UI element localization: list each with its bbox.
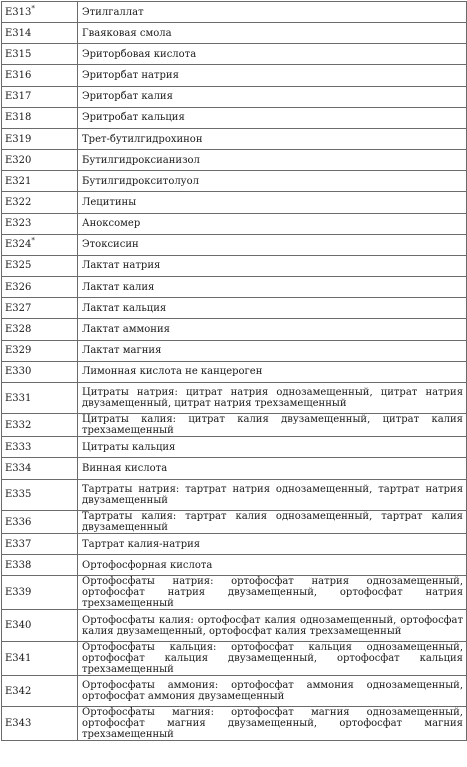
- additive-code: [2, 319, 78, 340]
- additive-name: Лактат натрия: [78, 255, 467, 276]
- additive-code-text: E315: [5, 48, 32, 60]
- additive-code: [2, 340, 78, 361]
- additive-code-text: E339: [5, 587, 32, 599]
- additive-name: Бутилгидрокситолуол: [78, 171, 467, 192]
- additive-code: [2, 641, 78, 675]
- table-row: [2, 707, 467, 741]
- table-row: [2, 128, 467, 149]
- additive-code: [2, 479, 78, 511]
- table-row: [2, 576, 467, 610]
- table-row: [2, 192, 467, 213]
- additive-code: [2, 2, 78, 23]
- additive-code: [2, 298, 78, 319]
- additive-name: Лактат калия: [78, 277, 467, 298]
- additive-code: [2, 277, 78, 298]
- additive-code-text: E324: [5, 239, 32, 251]
- additive-code: [2, 675, 78, 707]
- additive-code-text: E323: [5, 218, 32, 230]
- additive-code-text: E338: [5, 559, 32, 571]
- additive-code: [2, 255, 78, 276]
- additive-name: Лимонная кислота не канцероген: [78, 361, 467, 382]
- additive-code: [2, 192, 78, 213]
- table-row: [2, 234, 467, 255]
- table-row: [2, 65, 467, 86]
- additive-code: [2, 234, 78, 255]
- table-row: [2, 213, 467, 234]
- additive-code: [2, 555, 78, 576]
- additive-code-text: E341: [5, 652, 32, 664]
- additive-name: Этоксисин: [78, 234, 467, 255]
- additive-code: [2, 534, 78, 555]
- additive-name: Тартраты калия: тартрат калия однозамещенный, тартрат калия двузамещенный: [78, 511, 467, 534]
- additives-table-body: [2, 2, 467, 741]
- additive-code: [2, 128, 78, 149]
- additive-code: [2, 437, 78, 458]
- footnote-mark: *: [31, 4, 35, 13]
- additive-code: [2, 86, 78, 107]
- table-row: [2, 2, 467, 23]
- additive-code-text: E331: [5, 392, 32, 404]
- additive-code: [2, 65, 78, 86]
- additive-code: [2, 576, 78, 610]
- additive-name: Ортофосфаты аммония: ортофосфат аммония однозамещенный, ортофосфат аммония двузамещенный: [78, 675, 467, 707]
- additive-code-text: E314: [5, 27, 32, 39]
- table-row: [2, 277, 467, 298]
- table-row: [2, 610, 467, 642]
- additive-code: [2, 511, 78, 534]
- additive-name: Тартраты натрия: тартрат натрия однозамещенный, тартрат натрия двузамещенный: [78, 479, 467, 511]
- additive-name: Лактат кальция: [78, 298, 467, 319]
- additive-code: [2, 382, 78, 414]
- additive-code-text: E320: [5, 154, 32, 166]
- additive-name: Лецитины: [78, 192, 467, 213]
- additive-name: Ортофосфорная кислота: [78, 555, 467, 576]
- additive-code: [2, 171, 78, 192]
- additive-code-text: E337: [5, 538, 32, 550]
- table-row: [2, 319, 467, 340]
- additives-table: [1, 1, 467, 741]
- additive-code-text: E326: [5, 281, 32, 293]
- additive-name: Цитраты калия: цитрат калия двузамещенный, цитрат калия трехзамещенный: [78, 414, 467, 437]
- additive-name: Винная кислота: [78, 458, 467, 479]
- additive-code: [2, 707, 78, 741]
- table-row: [2, 511, 467, 534]
- additive-code-text: E335: [5, 489, 32, 501]
- table-row: [2, 86, 467, 107]
- table-row: [2, 534, 467, 555]
- table-row: [2, 361, 467, 382]
- table-row: [2, 382, 467, 414]
- additive-code-text: E332: [5, 419, 32, 431]
- table-row: [2, 437, 467, 458]
- additive-name: Лактат аммония: [78, 319, 467, 340]
- additive-code: [2, 610, 78, 642]
- table-row: [2, 255, 467, 276]
- additive-name: Трет-бутилгидрохинон: [78, 128, 467, 149]
- table-row: [2, 150, 467, 171]
- table-row: [2, 107, 467, 128]
- table-row: [2, 641, 467, 675]
- additive-code-text: E327: [5, 302, 32, 314]
- additive-code-text: E340: [5, 620, 32, 632]
- additive-name: Ортофосфаты натрия: ортофосфат натрия однозамещенный, ортофосфат натрия двузамещенный, ортофосфат натрия трехзамещенный: [78, 576, 467, 610]
- additive-code: [2, 150, 78, 171]
- additive-code-text: E318: [5, 112, 32, 124]
- additive-name: Эритробат кальция: [78, 107, 467, 128]
- table-row: [2, 458, 467, 479]
- additive-code: [2, 458, 78, 479]
- table-row: [2, 414, 467, 437]
- additive-name: Гваяковая смола: [78, 23, 467, 44]
- table-row: [2, 171, 467, 192]
- table-row: [2, 555, 467, 576]
- additive-code-text: E336: [5, 516, 32, 528]
- additive-code: [2, 23, 78, 44]
- additive-code-text: E319: [5, 133, 32, 145]
- table-row: [2, 23, 467, 44]
- additive-name: Ортофосфаты калия: ортофосфат калия однозамещенный, ортофосфат калия двузамещенный, ортофосфат калия трехзамещенный: [78, 610, 467, 642]
- additive-code: [2, 44, 78, 65]
- additive-name: Ортофосфаты кальция: ортофосфат кальция однозамещенный, ортофосфат кальция двузамещенный, ортофосфат кальция трехзамещенный: [78, 641, 467, 675]
- additive-code-text: E316: [5, 70, 32, 82]
- additive-name: Цитраты кальция: [78, 437, 467, 458]
- additive-code-text: E333: [5, 441, 32, 453]
- additive-code-text: E343: [5, 718, 32, 730]
- additive-code: [2, 414, 78, 437]
- table-row: [2, 44, 467, 65]
- additive-code-text: E334: [5, 463, 32, 475]
- additive-name: Лактат магния: [78, 340, 467, 361]
- additive-code-text: E330: [5, 366, 32, 378]
- additive-code: [2, 107, 78, 128]
- footnote-mark: *: [31, 236, 35, 245]
- additive-code-text: E328: [5, 323, 32, 335]
- additive-name: Эриторбовая кислота: [78, 44, 467, 65]
- table-row: [2, 479, 467, 511]
- table-row: [2, 340, 467, 361]
- additive-code-text: E321: [5, 175, 32, 187]
- additive-name: Тартрат калия-натрия: [78, 534, 467, 555]
- additive-code: [2, 213, 78, 234]
- additive-code-text: E313: [5, 6, 32, 18]
- additive-name: Этилгаллат: [78, 2, 467, 23]
- additive-name: Эриторбат калия: [78, 86, 467, 107]
- additive-code: [2, 361, 78, 382]
- table-row: [2, 298, 467, 319]
- table-row: [2, 675, 467, 707]
- additive-code-text: E322: [5, 196, 32, 208]
- additive-code-text: E342: [5, 685, 32, 697]
- additive-code-text: E325: [5, 260, 32, 272]
- additive-code-text: E329: [5, 345, 32, 357]
- additive-name: Ортофосфаты магния: ортофосфат магния однозамещенный, ортофосфат магния двузамещенный, ортофосфат магния трехзамещенный: [78, 707, 467, 741]
- additive-name: Бутилгидроксианизол: [78, 150, 467, 171]
- additive-name: Аноксомер: [78, 213, 467, 234]
- additive-name: Эриторбат натрия: [78, 65, 467, 86]
- additive-name: Цитраты натрия: цитрат натрия однозамещенный, цитрат натрия двузамещенный, цитрат натрия трехзамещенный: [78, 382, 467, 414]
- additive-code-text: E317: [5, 91, 32, 103]
